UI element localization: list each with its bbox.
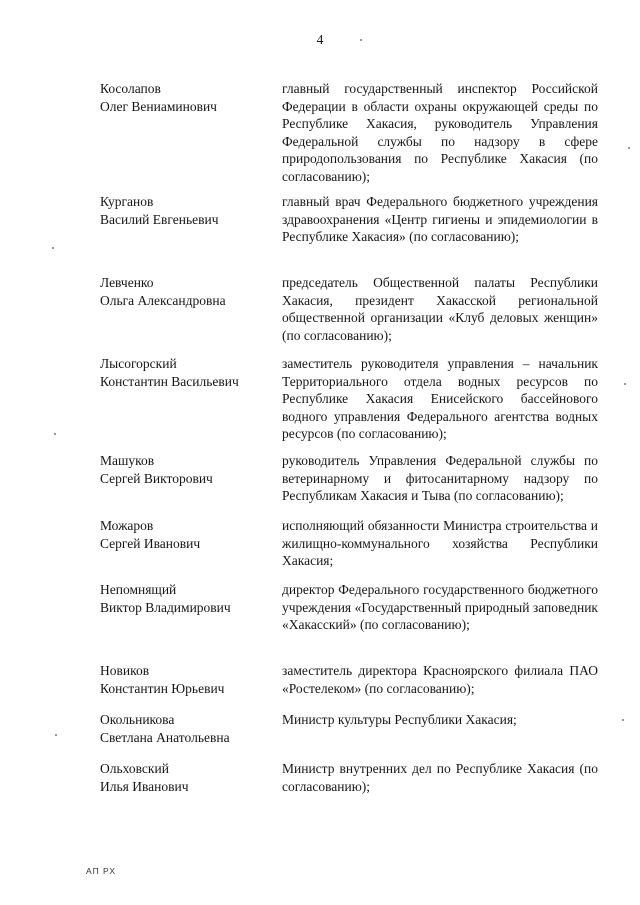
position-description: директор Федерального государственного бюджетного учреждения «Государственный природный заповедник «Хакасский» (по согласованию); (282, 582, 598, 633)
given-names: Светлана Анатольевна (100, 729, 230, 745)
person-name (100, 452, 270, 487)
given-names: Константин Юрьевич (100, 680, 225, 696)
person-name (100, 581, 270, 616)
given-names: Илья Иванович (100, 778, 189, 794)
position-description: главный врач Федерального бюджетного учреждения здравоохранения «Центр гигиены и эпидемиологии в Республике Хакасия» (по согласованию); (282, 194, 598, 245)
position-description: председатель Общественной палаты Республики Хакасия, президент Хакасской региональной общественной организации «Клуб деловых женщин» (по согласованию); (282, 275, 598, 343)
given-names: Сергей Иванович (100, 535, 201, 551)
surname: Можаров (100, 518, 154, 533)
scan-speck (52, 247, 54, 249)
surname: Лысогорский (100, 356, 177, 371)
surname: Окольникова (100, 712, 175, 727)
surname: Курганов (100, 194, 154, 209)
surname: Новиков (100, 663, 150, 678)
given-names: Василий Евгеньевич (100, 211, 219, 227)
position-description: исполняющий обязанности Министра строительства и жилищно-коммунального хозяйства Республики Хакасия; (282, 518, 598, 569)
given-names: Виктор Владимирович (100, 599, 231, 615)
position-description: руководитель Управления Федеральной службы по ветеринарному и фитосанитарному надзору по Республикам Хакасия и Тыва (по согласованию); (282, 453, 598, 504)
person-name (100, 662, 270, 697)
scan-speck (628, 147, 630, 149)
person-name (100, 760, 270, 795)
person-name (100, 193, 270, 228)
scan-speck (622, 719, 624, 721)
page-number: 4 (316, 32, 324, 47)
position-description: заместитель руководителя управления – начальник Территориального отдела водных ресурсов по Республике Хакасия Енисейского бассейнового водного управления Федерального агентства водных ресурсов (по согласованию); (282, 356, 598, 442)
position-description: заместитель директора Красноярского филиала ПАО «Ростелеком» (по согласованию); (282, 663, 598, 696)
footer-mark: АП РХ (86, 866, 117, 876)
scan-speck (55, 734, 57, 736)
person-name (100, 80, 270, 115)
surname: Непомнящий (100, 582, 177, 597)
surname: Косолапов (100, 81, 161, 96)
person-name (100, 711, 270, 746)
person-name (100, 274, 270, 309)
scan-speck (54, 433, 56, 435)
scan-speck (360, 39, 362, 41)
given-names: Константин Васильевич (100, 373, 239, 389)
position-description: Министр внутренних дел по Республике Хакасия (по согласованию); (282, 761, 598, 794)
person-name (100, 355, 270, 390)
given-names: Сергей Викторович (100, 470, 213, 486)
given-names: Олег Вениаминович (100, 98, 217, 114)
person-name (100, 517, 270, 552)
given-names: Ольга Александровна (100, 292, 226, 308)
position-description: главный государственный инспектор Российской Федерации в области охраны окружающей среды по Республике Хакасия, руководитель Управления Федеральной службы по надзору в сфере природопользования по Республике Хакасия (по согласованию); (282, 81, 598, 184)
position-description: Министр культуры Республики Хакасия; (282, 712, 517, 727)
surname: Машуков (100, 453, 155, 468)
surname: Левченко (100, 275, 154, 290)
scan-speck (624, 383, 626, 385)
surname: Ольховский (100, 761, 169, 776)
